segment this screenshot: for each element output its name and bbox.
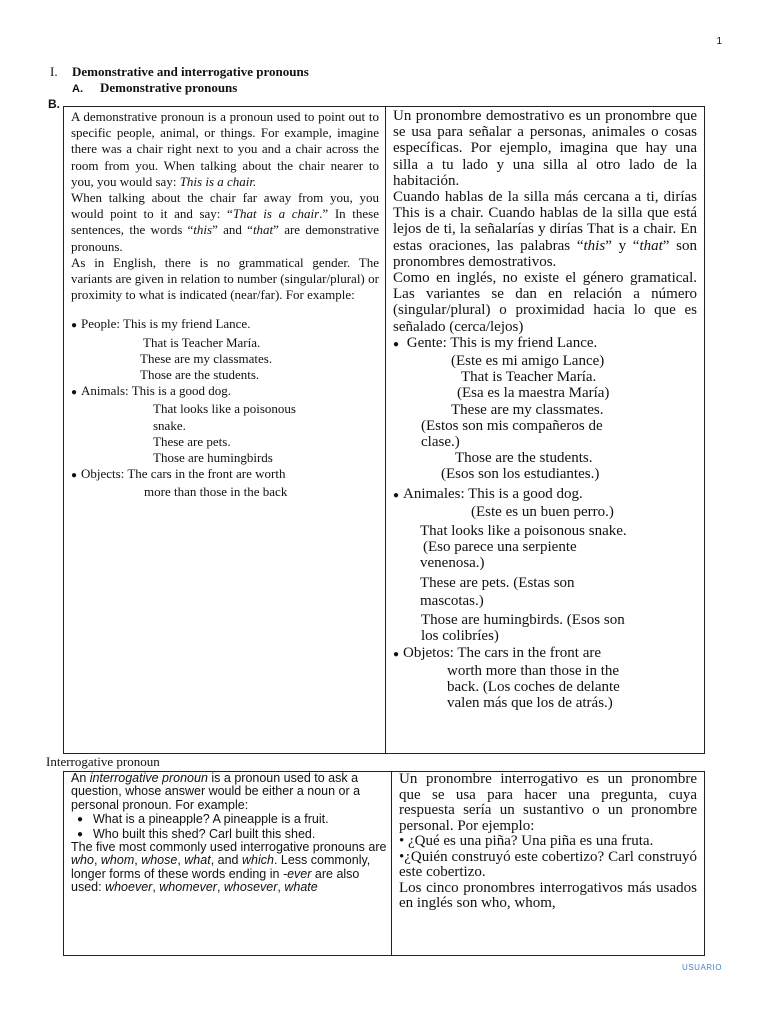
gente-linea: Those are the students. — [455, 450, 593, 467]
word-what: what — [184, 853, 211, 868]
example-line: This is my friend Lance. — [123, 316, 251, 332]
objetos-linea: back. (Los coches de delante — [447, 678, 620, 695]
demonstrative-table — [63, 106, 705, 754]
far-text-c: ” and “ — [212, 222, 253, 238]
animals-example-line: Those are humingbirds — [153, 450, 273, 466]
example-line: This is a good dog. — [131, 383, 231, 399]
term-interrogative: interrogative pronoun — [89, 772, 208, 785]
section-title: Demonstrative and interrogative pronouns — [72, 64, 309, 79]
objetos-label: Objetos: — [403, 644, 454, 661]
definicion-interrogativo: Un pronombre interrogativo es un pronombre que se usa para hacer una pregunta, cuya respuesta sería un sustantivo o un pronombre personal. Por ejemplo: — [399, 772, 697, 834]
bullet-icon: ● — [71, 470, 78, 482]
demonstrative-spanish-text — [393, 108, 697, 335]
far-text-a: When talking about the chair far away from you, you would point to it and say: “ — [71, 190, 379, 222]
interrogative-english-text — [71, 772, 387, 895]
animales-linea — [393, 486, 697, 504]
example-line: This is my friend Lance. — [450, 334, 598, 351]
gente-linea: (Este es mi amigo Lance) — [451, 353, 605, 370]
animales-label: Animales: — [403, 485, 465, 502]
texto-a: Cuando hablas de la silla más cercana a ti, dirías This is a chair. Cuando hablas de la silla que está lejos de ti, la señalarías y dirías That is a chair. En estas oraciones, las palabras “ — [393, 189, 697, 254]
people-example-line: Those are the students. — [140, 367, 260, 383]
ejemplo-2: •¿Quién construyó este cobertizo? Carl construyó este cobertizo. — [399, 848, 697, 880]
animales-linea: venenosa.) — [420, 555, 485, 572]
interrogative-definition — [71, 772, 387, 812]
section-heading — [50, 64, 309, 80]
interrogative-spanish-text — [399, 772, 697, 912]
grammatical-gender-note: As in English, there is no grammatical gender. The variants are given in relation to number (singular/plural) or proximity to what is indicated (near/far). For example: — [71, 254, 379, 303]
palabra-that: that — [639, 237, 663, 254]
gente-linea: (Esos son los estudiantes.) — [441, 466, 600, 483]
list-c: are also used: — [71, 866, 360, 895]
animales-linea: Those are humingbirds. (Esos son — [421, 612, 625, 629]
word-whoever: whoever — [105, 880, 153, 895]
people-example-line — [71, 316, 379, 334]
gente-linea — [393, 335, 697, 353]
animals-label: Animals: — [81, 383, 129, 399]
word-which: which — [241, 853, 274, 868]
objects-label: Objects: — [81, 466, 125, 482]
list-a: The five most commonly used interrogative pronouns are — [71, 840, 387, 855]
ejemplo-1: • ¿Qué es una piña? Una piña es una fruta. — [399, 833, 654, 849]
interrogative-spanish-cell — [392, 772, 704, 955]
animals-example-line — [71, 383, 379, 401]
def-a: An — [71, 772, 87, 785]
word-that: that — [252, 222, 274, 238]
bullet-icon: ● — [393, 489, 400, 501]
gente-linea: (Esa es la maestra María) — [457, 385, 610, 402]
ejemplo-cercano-lejano — [393, 189, 697, 270]
interrogative-table — [63, 771, 705, 956]
bullet-icon: ● — [77, 828, 84, 840]
word-whose: whose — [141, 853, 178, 868]
list-label-b: B. — [48, 97, 60, 111]
example-1: What is a pineapple? A pineapple is a fruit. — [93, 812, 329, 827]
gente-linea: (Estos son mis compañeros de — [421, 417, 603, 434]
nota-genero: Como en inglés, no existe el género gramatical. Las variantes se dan en relación a número (singular/plural) o proximidad hacia lo que es señalado (cerca/lejos) — [393, 270, 697, 335]
example-item — [71, 828, 387, 841]
interrogative-caption: Interrogative pronoun — [46, 754, 160, 769]
demonstrative-english-examples — [71, 316, 379, 500]
word-ever: -ever — [282, 866, 312, 881]
objetos-linea — [393, 645, 697, 663]
word-whomever: whomever — [159, 880, 217, 895]
bullet-icon: ● — [77, 814, 84, 826]
objects-example-line: more than those in the back — [144, 484, 288, 500]
word-and: and — [217, 853, 239, 868]
word-whosever: whosever — [223, 880, 278, 895]
animales-linea: (Este es un buen perro.) — [471, 503, 614, 520]
gente-linea: These are my classmates. — [451, 401, 604, 418]
list-b: . Less commonly, longer forms of these words ending in — [71, 853, 371, 881]
example-2: Who built this shed? Carl built this shed. — [93, 826, 316, 841]
objects-example-line — [71, 466, 379, 484]
gente-label: Gente: — [406, 334, 447, 351]
definicion-demostrativo: Un pronombre demostrativo es un pronombre que se usa para señalar a personas, animales o cosas específicas. Por ejemplo, imagina que hay una silla a tu lado y una silla al otro lado de la habitación. — [393, 108, 697, 189]
example-line: The cars in the front are worth — [127, 466, 286, 482]
page-number: 1 — [716, 36, 722, 47]
far-text-d: ” are demonstrative pronouns. — [71, 222, 379, 254]
example-near: This is a chair. — [179, 173, 257, 189]
demonstrative-definition — [71, 109, 379, 190]
example-far: That is a chair — [232, 206, 320, 222]
demonstrative-far-example — [71, 190, 379, 255]
far-text-b: .” In these sentences, the words “ — [71, 206, 379, 238]
animales-linea: mascotas.) — [420, 592, 484, 609]
word-whom: whom — [100, 853, 135, 868]
bullet-icon: ● — [393, 338, 400, 350]
example-line: The cars in the front are — [457, 644, 602, 661]
interrogative-list: The five most commonly used interrogative pronouns are who, whom, whose, what, and which. Less commonly, longer forms of these words ending in -ever are also used: whoever, whomever, whosever, whate — [71, 840, 387, 895]
animals-example-line: That looks like a poisonous — [153, 401, 296, 417]
animals-example-line: These are pets. — [153, 433, 231, 449]
lista-interrogativos: Los cinco pronombres interrogativos más usados en inglés son who, whom, — [399, 879, 697, 911]
objetos-linea: worth more than those in the — [447, 662, 620, 679]
texto-b: ” y “ — [605, 237, 640, 254]
footer-user-label: USUARIO — [682, 963, 722, 972]
people-label: People: — [81, 316, 120, 332]
animales-linea: That looks like a poisonous snake. — [420, 523, 627, 540]
demonstrative-english-text — [71, 109, 379, 303]
gente-linea: That is Teacher María. — [461, 369, 597, 386]
demonstrative-spanish-cell — [386, 107, 704, 753]
definition-text: A demonstrative pronoun is a pronoun used to point out to specific people, animal, or things. For example, imagine there was a chair right next to you and a chair across the room from you. When talking about the chair nearer to you, you would say: — [71, 109, 379, 189]
objetos-linea: valen más que los de atrás.) — [447, 695, 613, 712]
interrogative-english-cell — [64, 772, 392, 955]
def-b: is a pronoun used to ask a question, whose answer would be either a noun or a personal pronoun. For example: — [71, 772, 361, 812]
palabra-this: this — [583, 237, 606, 254]
bullet-icon: ● — [71, 387, 78, 399]
bullet-icon: ● — [71, 320, 78, 332]
word-whate: whate — [284, 880, 318, 895]
people-example-line: That is Teacher María. — [143, 334, 261, 350]
demonstrative-english-cell — [64, 107, 386, 753]
word-this: this — [193, 222, 213, 238]
animals-example-line: snake. — [153, 417, 186, 433]
texto-c: ” son pronombres demostrativos. — [393, 237, 697, 270]
gente-linea: clase.) — [421, 434, 460, 451]
animales-linea: (Eso parece una serpiente — [423, 539, 577, 556]
section-numeral: I. — [50, 64, 58, 79]
animales-linea: These are pets. (Estas son — [420, 574, 575, 591]
demonstrative-spanish-examples — [393, 335, 697, 711]
example-line: This is a good dog. — [468, 485, 583, 502]
subsection-title: Demonstrative pronouns — [100, 80, 238, 95]
example-item — [71, 813, 387, 826]
word-who: who — [71, 853, 94, 868]
animales-linea: los colibríes) — [421, 628, 499, 645]
subsection-letter: A. — [72, 83, 83, 95]
bullet-icon: ● — [393, 648, 400, 660]
people-example-line: These are my classmates. — [140, 350, 273, 366]
subsection-heading — [72, 80, 237, 96]
